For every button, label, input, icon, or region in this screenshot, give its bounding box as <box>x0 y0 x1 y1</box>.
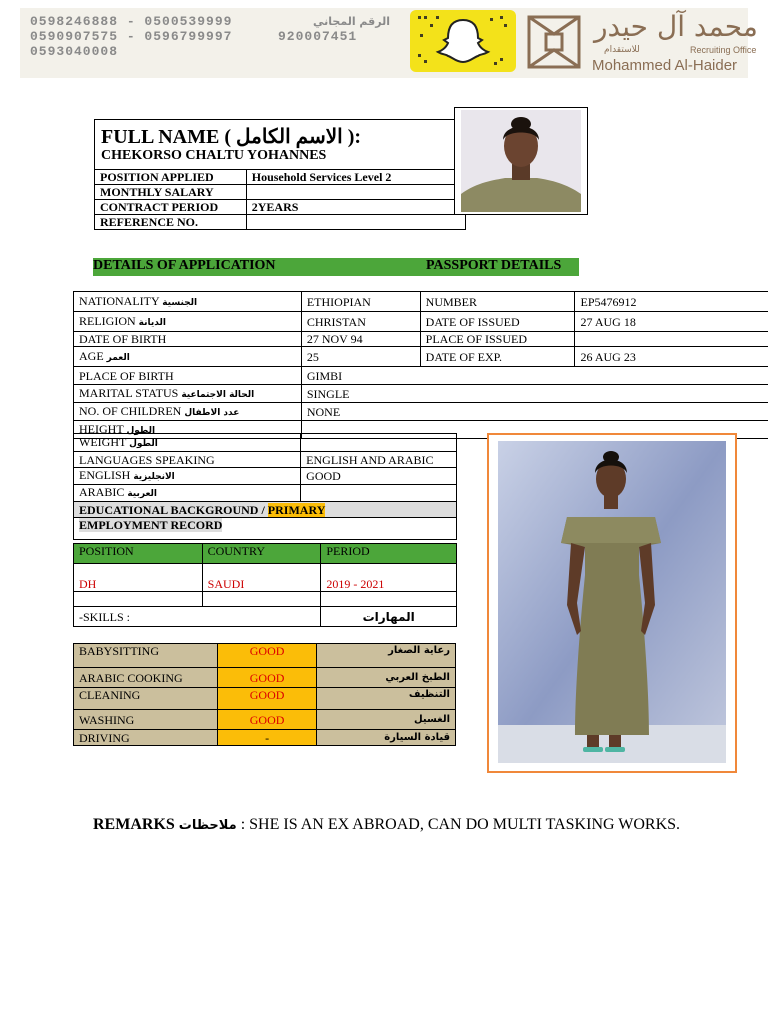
detail-label: ENGLISH الانجليزية <box>74 468 301 485</box>
column-header: PERIOD <box>321 544 457 564</box>
table-row <box>74 367 768 385</box>
detail-value: SINGLE <box>301 385 768 403</box>
detail-value: GIMBI <box>301 367 768 385</box>
detail-label: WEIGHT الطول <box>74 434 301 452</box>
detail-label: PLACE OF BIRTH <box>74 367 302 385</box>
phone-line: 0593040008 <box>30 44 119 59</box>
skill-name-arabic: قيادة السيارة <box>317 730 456 746</box>
detail-value <box>301 485 457 502</box>
passport-label: NUMBER <box>420 292 575 312</box>
detail-value: GOOD <box>301 468 457 485</box>
table-header-row <box>74 544 457 564</box>
skill-name-arabic: التنظيف <box>317 688 456 710</box>
employment-title: EMPLOYMENT RECORD <box>74 518 457 540</box>
reference-label: REFERENCE NO. <box>95 215 247 230</box>
toll-free-label: الرقم المجاني <box>313 15 390 28</box>
passport-value: 27 AUG 18 <box>575 312 768 332</box>
salary-label: MONTHLY SALARY <box>95 185 247 200</box>
brand-subtitle: Recruiting Office <box>690 45 757 55</box>
table-row <box>74 607 457 627</box>
table-row <box>74 730 456 746</box>
table-row <box>74 385 768 403</box>
table-row <box>74 332 768 347</box>
table-row <box>74 688 456 710</box>
phone-line: 0598246888 - 0500539999 <box>30 14 233 29</box>
position-value: Household Services Level 2 <box>246 170 465 185</box>
salary-value <box>246 185 465 200</box>
skill-name: ARABIC COOKING <box>74 668 218 688</box>
contract-value: 2YEARS <box>246 200 465 215</box>
column-header: COUNTRY <box>202 544 321 564</box>
skill-name-arabic: الطبخ العربي <box>317 668 456 688</box>
education-label: EDUCATIONAL BACKGROUND / <box>79 502 268 517</box>
detail-value: ETHIOPIAN <box>301 292 420 312</box>
passport-title: PASSPORT DETAILS <box>426 258 562 273</box>
table-row <box>74 434 457 452</box>
skill-level: - <box>217 730 317 746</box>
full-name-label: FULL NAME ( الاسم الكامل ): <box>101 126 362 148</box>
employment-country: SAUDI <box>202 564 321 592</box>
employment-table <box>73 543 457 627</box>
detail-label: RELIGION الديانة <box>74 312 302 332</box>
skill-name-arabic: الغسيل <box>317 710 456 730</box>
skill-level: GOOD <box>217 644 317 668</box>
column-header: POSITION <box>74 544 203 564</box>
skill-level: GOOD <box>217 688 317 710</box>
detail-label: MARITAL STATUS الحالة الاجتماعية <box>74 385 302 403</box>
table-row <box>74 485 457 502</box>
toll-free <box>278 14 390 44</box>
table-row <box>74 312 768 332</box>
brand-subtitle-arabic: للاستقدام <box>604 45 640 55</box>
table-row <box>74 347 768 367</box>
employment-position: DH <box>74 564 203 592</box>
toll-free-number: 920007451 <box>278 29 358 44</box>
passport-label: DATE OF ISSUED <box>420 312 575 332</box>
detail-label: NO. OF CHILDREN عدد الاطفال <box>74 403 302 421</box>
office-logo-icon <box>526 14 582 70</box>
employment-period: 2019 - 2021 <box>321 564 457 592</box>
detail-label: ARABIC العربية <box>74 485 301 502</box>
table-row <box>74 502 457 518</box>
table-row <box>95 170 466 185</box>
detail-value: NONE <box>301 403 768 421</box>
details-title: DETAILS OF APPLICATION <box>93 258 276 273</box>
position-table <box>94 169 466 230</box>
detail-label: HEIGHT الطول <box>74 421 302 439</box>
table-row <box>74 564 457 592</box>
remarks-label: REMARKS <box>93 816 175 833</box>
detail-value: 27 NOV 94 <box>301 332 420 347</box>
brand-name-english: Mohammed Al-Haider <box>592 57 738 74</box>
passport-value: EP5476912 <box>575 292 768 312</box>
remarks-text: : SHE IS AN EX ABROAD, CAN DO MULTI TASKING WORKS. <box>236 816 681 833</box>
table-row <box>74 452 457 468</box>
passport-value: 26 AUG 23 <box>575 347 768 367</box>
passport-label: DATE OF EXP. <box>420 347 575 367</box>
snapchat-icon <box>410 10 516 72</box>
detail-label: LANGUAGES SPEAKING <box>74 452 301 468</box>
table-row <box>74 592 457 607</box>
table-row <box>95 185 466 200</box>
details-table <box>73 291 768 439</box>
skills-table <box>73 643 456 746</box>
skill-name: BABYSITTING <box>74 644 218 668</box>
position-label: POSITION APPLIED <box>95 170 247 185</box>
empty-cell <box>202 592 321 607</box>
table-row <box>74 403 768 421</box>
skill-level: GOOD <box>217 710 317 730</box>
phone-line: 0590907575 - 0596799997 <box>30 29 233 44</box>
remarks-label-arabic: ملاحظات <box>178 818 237 833</box>
detail-label: DATE OF BIRTH <box>74 332 302 347</box>
passport-value <box>575 332 768 347</box>
portrait-photo <box>454 107 588 215</box>
table-row <box>74 644 456 668</box>
reference-value <box>246 215 465 230</box>
table-row <box>74 292 768 312</box>
detail-value: CHRISTAN <box>301 312 420 332</box>
detail-label: AGE العمر <box>74 347 302 367</box>
table-row <box>95 200 466 215</box>
detail-value: 25 <box>301 347 420 367</box>
table-row <box>74 518 457 540</box>
empty-cell <box>74 592 203 607</box>
table-row <box>74 468 457 485</box>
full-body-photo <box>487 433 737 773</box>
table-row <box>74 710 456 730</box>
full-name-value: CHEKORSO CHALTU YOHANNES <box>101 148 327 163</box>
table-row <box>95 215 466 230</box>
skill-name: CLEANING <box>74 688 218 710</box>
education-row <box>74 502 457 518</box>
phone-numbers <box>30 14 232 59</box>
languages-table <box>73 433 457 540</box>
skills-label: -SKILLS : <box>74 607 321 627</box>
skill-name: WASHING <box>74 710 218 730</box>
skill-name: DRIVING <box>74 730 218 746</box>
education-value: PRIMARY <box>267 502 326 517</box>
passport-label: PLACE OF ISSUED <box>420 332 575 347</box>
brand-name-arabic: محمد آل حيدر <box>594 10 758 43</box>
contract-label: CONTRACT PERIOD <box>95 200 247 215</box>
remarks <box>93 815 693 836</box>
empty-cell <box>321 592 457 607</box>
detail-label: NATIONALITY الجنسية <box>74 292 302 312</box>
detail-value <box>301 434 457 452</box>
table-row <box>74 668 456 688</box>
skills-label-arabic: المهارات <box>321 607 457 627</box>
skill-level: GOOD <box>217 668 317 688</box>
detail-value: ENGLISH AND ARABIC <box>301 452 457 468</box>
skill-name-arabic: رعاية الصغار <box>317 644 456 668</box>
